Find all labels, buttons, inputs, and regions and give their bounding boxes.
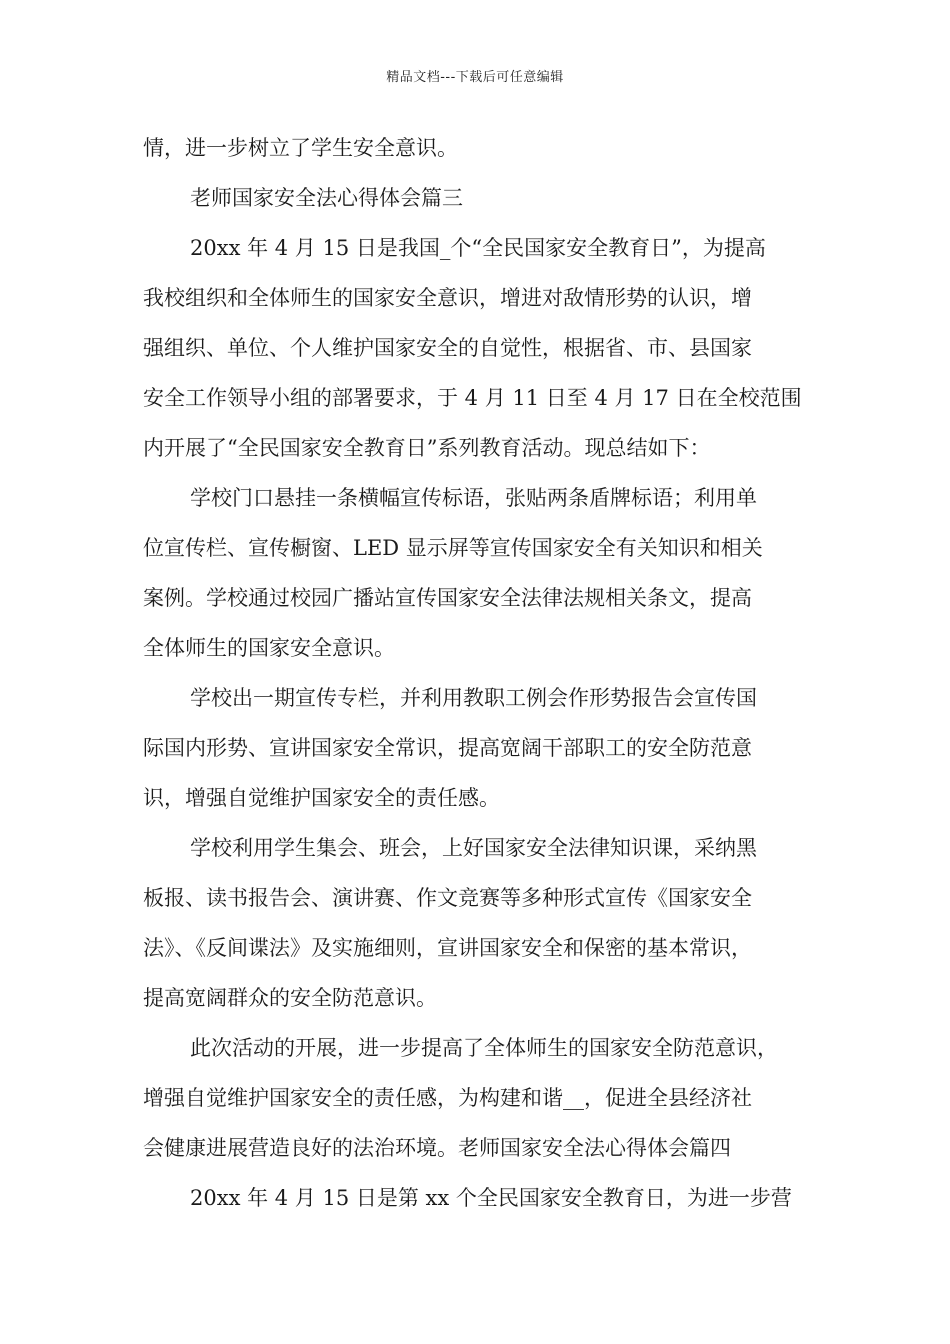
line-text: 位宣传栏、宣传橱窗、LED 显示屏等宣传国家安全有关知识和相关 bbox=[143, 536, 763, 560]
line-text: 法》、《反间谍法》及实施细则，宣讲国家安全和保密的基本常识， bbox=[143, 936, 752, 960]
line-text: 老师国家安全法心得体会篇三 bbox=[190, 186, 463, 210]
line-text: 板报、读书报告会、演讲赛、作文竞赛等多种形式宣传《国家安全 bbox=[143, 886, 752, 910]
line-text: 安全工作领导小组的部署要求，于 4 月 11 日至 4 月 17 日在全校范围 bbox=[143, 386, 802, 410]
line-text: 增强自觉维护国家安全的责任感，为构建和谐__，促进全县经济社 bbox=[143, 1086, 752, 1110]
line-text: 会健康进展营造良好的法治环境。老师国家安全法心得体会篇四 bbox=[143, 1136, 731, 1160]
line-text: 案例。学校通过校园广播站宣传国家安全法律法规相关条文，提高 bbox=[143, 586, 752, 610]
line-text: 际国内形势、宣讲国家安全常识，提高宽阔干部职工的安全防范意 bbox=[143, 736, 752, 760]
line-text: 全体师生的国家安全意识。 bbox=[143, 636, 395, 660]
line-text: 情，进一步树立了学生安全意识。 bbox=[143, 136, 458, 160]
line-text: 20xx 年 4 月 15 日是我国_个“全民国家安全教育日”，为提高 bbox=[190, 236, 766, 260]
line-text: 内开展了“全民国家安全教育日”系列教育活动。现总结如下： bbox=[143, 436, 711, 460]
line-text: 我校组织和全体师生的国家安全意识，增进对敌情形势的认识，增 bbox=[143, 286, 752, 310]
line-text: 识，增强自觉维护国家安全的责任感。 bbox=[143, 786, 500, 810]
line-text: 学校门口悬挂一条横幅宣传标语，张贴两条盾牌标语；利用单 bbox=[190, 486, 757, 510]
line-text: 强组织、单位、个人维护国家安全的自觉性，根据省、市、县国家 bbox=[143, 336, 752, 360]
page-header: 精品文档---下载后可任意编辑 bbox=[386, 70, 564, 85]
line-text: 提高宽阔群众的安全防范意识。 bbox=[143, 986, 437, 1010]
line-text: 学校出一期宣传专栏，并利用教职工例会作形势报告会宣传国 bbox=[190, 686, 757, 710]
line-text: 此次活动的开展，进一步提高了全体师生的国家安全防范意识， bbox=[190, 1036, 778, 1060]
line-text: 20xx 年 4 月 15 日是第 xx 个全民国家安全教育日，为进一步营 bbox=[190, 1186, 792, 1210]
line-text: 学校利用学生集会、班会，上好国家安全法律知识课，采纳黑 bbox=[190, 836, 757, 860]
